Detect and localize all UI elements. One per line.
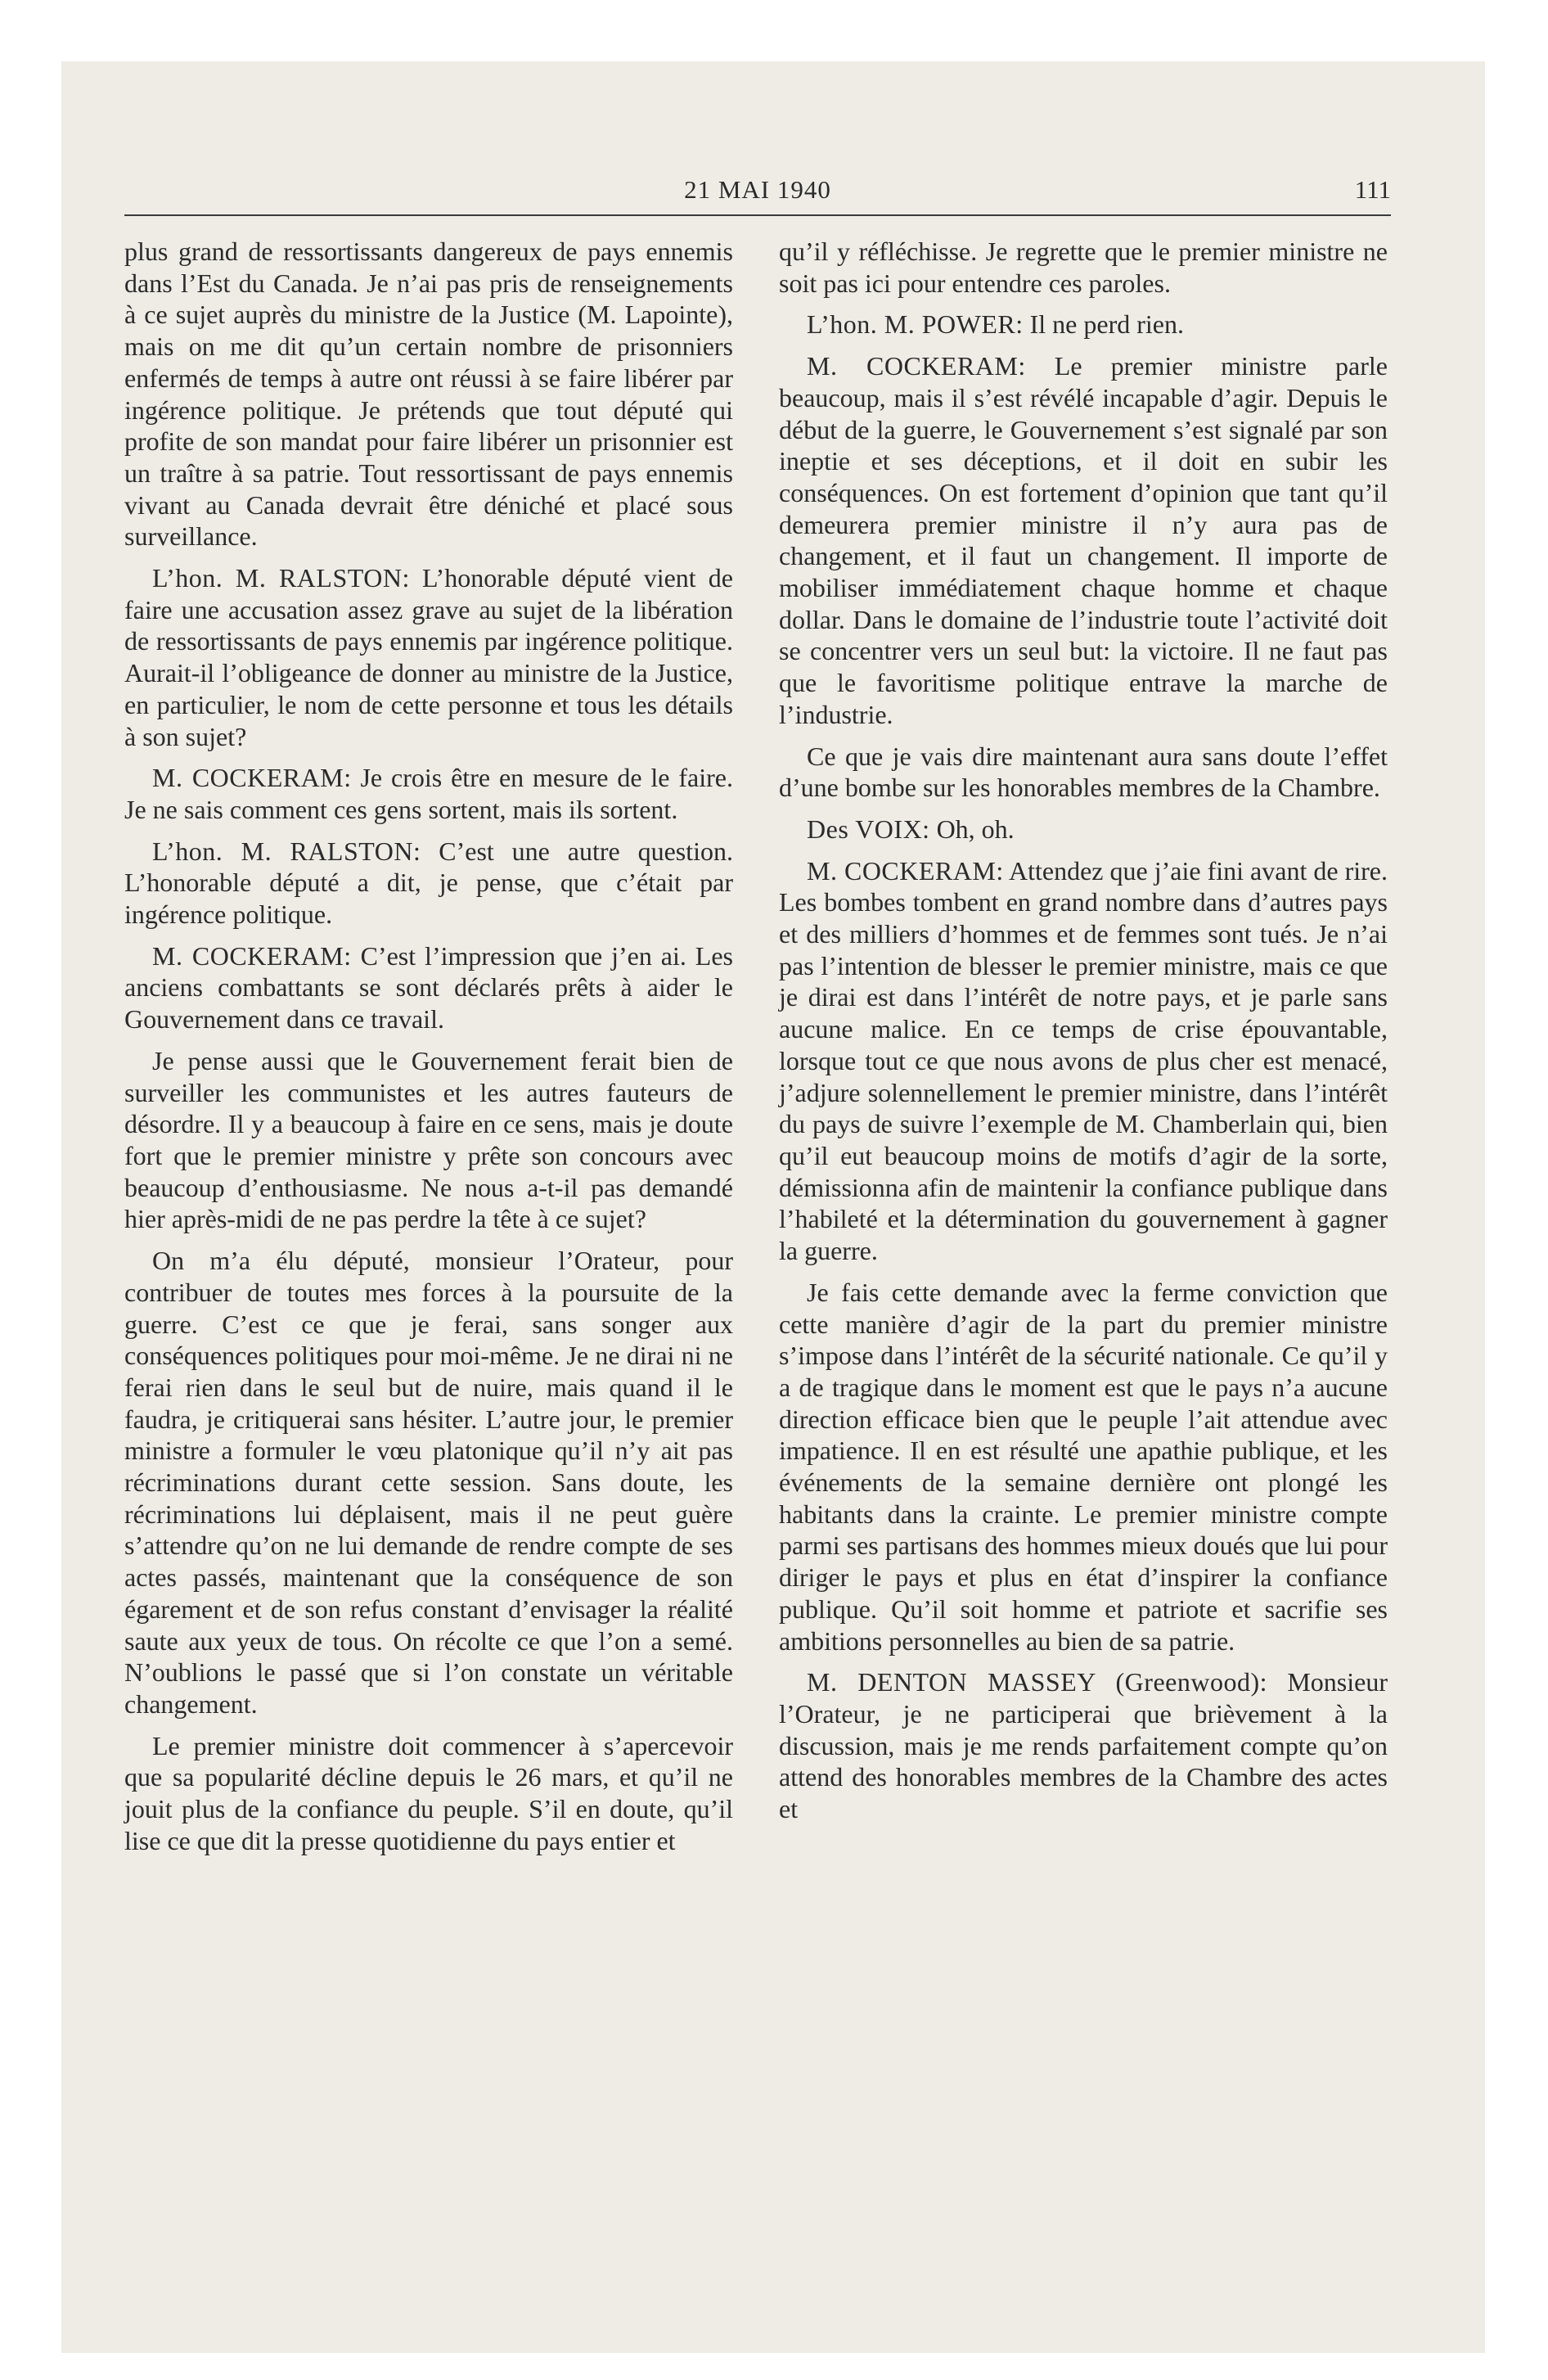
paragraph bbox=[779, 1666, 1388, 1825]
paragraph bbox=[779, 309, 1388, 340]
speaker-name: Des VOIX: bbox=[807, 814, 930, 844]
speaker-name: M. COCKERAM: bbox=[807, 855, 1004, 886]
speaker-name: L’hon. M. RALSTON: bbox=[152, 836, 421, 866]
paragraph bbox=[779, 855, 1388, 1267]
paragraph bbox=[124, 562, 733, 752]
header-rule bbox=[124, 214, 1391, 216]
speaker-name: M. COCKERAM: bbox=[152, 940, 352, 971]
paragraph bbox=[779, 350, 1388, 730]
paragraph: Je fais cette demande avec la ferme conviction que cette manière d’agir de la part du premier ministre s’impose dans l’intérêt de la sécurité nationale. Ce qu’il y a de tragique dans le moment est que le pays n’a aucune direction efficace bien que le peuple l’ait attendue avec impatience. Il en est résulté une apathie publique, et les événements de la semaine dernière ont plongé les habitants dans la crainte. Le premier ministre compte parmi ses partisans des hommes mieux doués que lui pour diriger le pays et plus en état d’inspirer la confiance publique. Qu’il soit homme et patriote et sacrifie ses ambitions personnelles au bien de sa patrie. bbox=[779, 1277, 1388, 1656]
page-number: 111 bbox=[1354, 175, 1391, 204]
speaker-name: M. COCKERAM: bbox=[152, 763, 352, 793]
paragraph: qu’il y réfléchisse. Je regrette que le premier ministre ne soit pas ici pour entendre ces paroles. bbox=[779, 237, 1388, 298]
paragraph: On m’a élu député, monsieur l’Orateur, pour contribuer de toutes mes forces à la poursuite de la guerre. C’est ce que je ferai, sans songer aux conséquences politiques pour moi-même. Je ne dirai ni ne ferai rien dans le seul but de nuire, mais quand il le faudra, je critiquerai sans hésiter. L’autre jour, le premier ministre a formuler le vœu platonique qu’il n’y ait pas récriminations durant cette session. Sans doute, les récriminations lui déplaisent, mais il ne peut guère s’attendre qu’on ne lui demande de rendre compte de ses actes passés, maintenant que la conséquence de son égarement et de son refus constant d’envisager la réalité saute aux yeux de tous. On récolte ce que l’on a semé. N’oublions le passé que si l’on constate un véritable changement. bbox=[124, 1246, 733, 1719]
speech-text: Monsieur l’Orateur, je ne participerai que brièvement à la discussion, mais je me rends parfaitement compte qu’on attend des honorables membres de la Chambre des actes et bbox=[779, 1667, 1388, 1824]
right-column bbox=[779, 236, 1388, 1835]
header-date: 21 MAI 1940 bbox=[684, 175, 831, 204]
running-head bbox=[124, 175, 1391, 208]
speech-text: C’est une autre question. L’honorable député a dit, je pense, que c’était par ingérence politique. bbox=[124, 836, 734, 930]
speech-text: Je crois être en mesure de le faire. Je ne sais comment ces gens sortent, mais ils sortent. bbox=[124, 763, 734, 824]
speaker-name: L’hon. M. POWER: bbox=[807, 309, 1024, 340]
paragraph bbox=[779, 814, 1388, 845]
speech-text: Attendez que j’aie fini avant de rire. Les bombes tombent en grand nombre dans d’autres pays et des milliers d’hommes et de femmes sont tués. Je n’ai pas l’intention de blesser le premier ministre, mais ce que je dirai est dans l’intérêt de notre pays, et je parle sans aucune malice. En ce temps de crise épouvantable, lorsque tout ce que nous avons de plus cher est menacé, j’adjure solennellement le premier ministre, dans l’intérêt du pays de suivre l’exemple de M. Chamberlain qui, bien qu’il eut beaucoup moins de motifs d’agir de la sorte, démissionna afin de maintenir la confiance publique dans l’habileté et la détermination du gouvernement à gagner la guerre. bbox=[779, 855, 1388, 1266]
paragraph: Ce que je vais dire maintenant aura sans doute l’effet d’une bombe sur les honorables membres de la Chambre. bbox=[779, 741, 1388, 803]
paragraph bbox=[124, 762, 733, 825]
speech-text: Il ne perd rien. bbox=[1023, 309, 1184, 340]
speaker-name: L’hon. M. RALSTON: bbox=[152, 563, 410, 593]
speech-text: L’honorable député vient de faire une accusation assez grave au sujet de la libération de ressortissants de pays ennemis par ingérence politique. Aurait-il l’obligeance de donner au ministre de la Justice, en particulier, le nom de cette personne et tous les détails à son sujet? bbox=[124, 563, 733, 751]
paragraph bbox=[124, 836, 733, 931]
speech-text: C’est l’impression que j’en ai. Les anciens combattants se sont déclarés prêts à aider le Gouvernement dans ce travail. bbox=[124, 940, 734, 1034]
speech-text: Le premier ministre parle beaucoup, mais il s’est révélé incapable d’agir. Depuis le début de la guerre, le Gouvernement s’est signalé par son ineptie et ses déceptions, et il doit en subir les conséquences. On est fortement d’opinion que tant qu’il demeurera premier ministre il n’y aura pas de changement, et il faut un changement. Il importe de mobiliser immédiatement chaque homme et chaque dollar. Dans le domaine de l’industrie toute l’activité doit se concentrer vers un seul but: la victoire. Il ne faut pas que le favoritisme politique entrave la marche de l’industrie. bbox=[779, 351, 1388, 729]
paragraph bbox=[124, 940, 733, 1035]
paragraph: Je pense aussi que le Gouvernement ferait bien de surveiller les communistes et les autres fauteurs de désordre. Il y a beaucoup à faire en ce sens, mais je doute fort que le premier ministre y prête son concours avec beaucoup d’enthousiasme. Ne nous a-t-il pas demandé hier après-midi de ne pas perdre la tête à ce sujet? bbox=[124, 1045, 733, 1234]
paragraph: Le premier ministre doit commencer à s’apercevoir que sa popularité décline depuis le 26 mars, et qu’il ne jouit plus de la confiance du peuple. S’il en doute, qu’il lise ce que dit la presse quotidienne du pays entier et bbox=[124, 1730, 733, 1855]
speech-text: Oh, oh. bbox=[929, 814, 1015, 844]
left-column bbox=[124, 236, 733, 1866]
paragraph: plus grand de ressortissants dangereux de pays ennemis dans l’Est du Canada. Je n’ai pas pris de renseignements à ce sujet auprès du ministre de la Justice (M. Lapointe), mais on me dit qu’un certain nombre de prisonniers enfermés de temps à autre ont réussi à se faire libérer par ingérence politique. Je prétends que tout député qui profite de son mandat pour faire libérer un prisonnier est un traître à sa patrie. Tout ressortissant de pays ennemis vivant au Canada devrait être déniché et placé sous surveillance. bbox=[124, 237, 733, 552]
speaker-name: M. DENTON MASSEY (Greenwood): bbox=[807, 1667, 1268, 1697]
speaker-name: M. COCKERAM: bbox=[807, 351, 1026, 381]
